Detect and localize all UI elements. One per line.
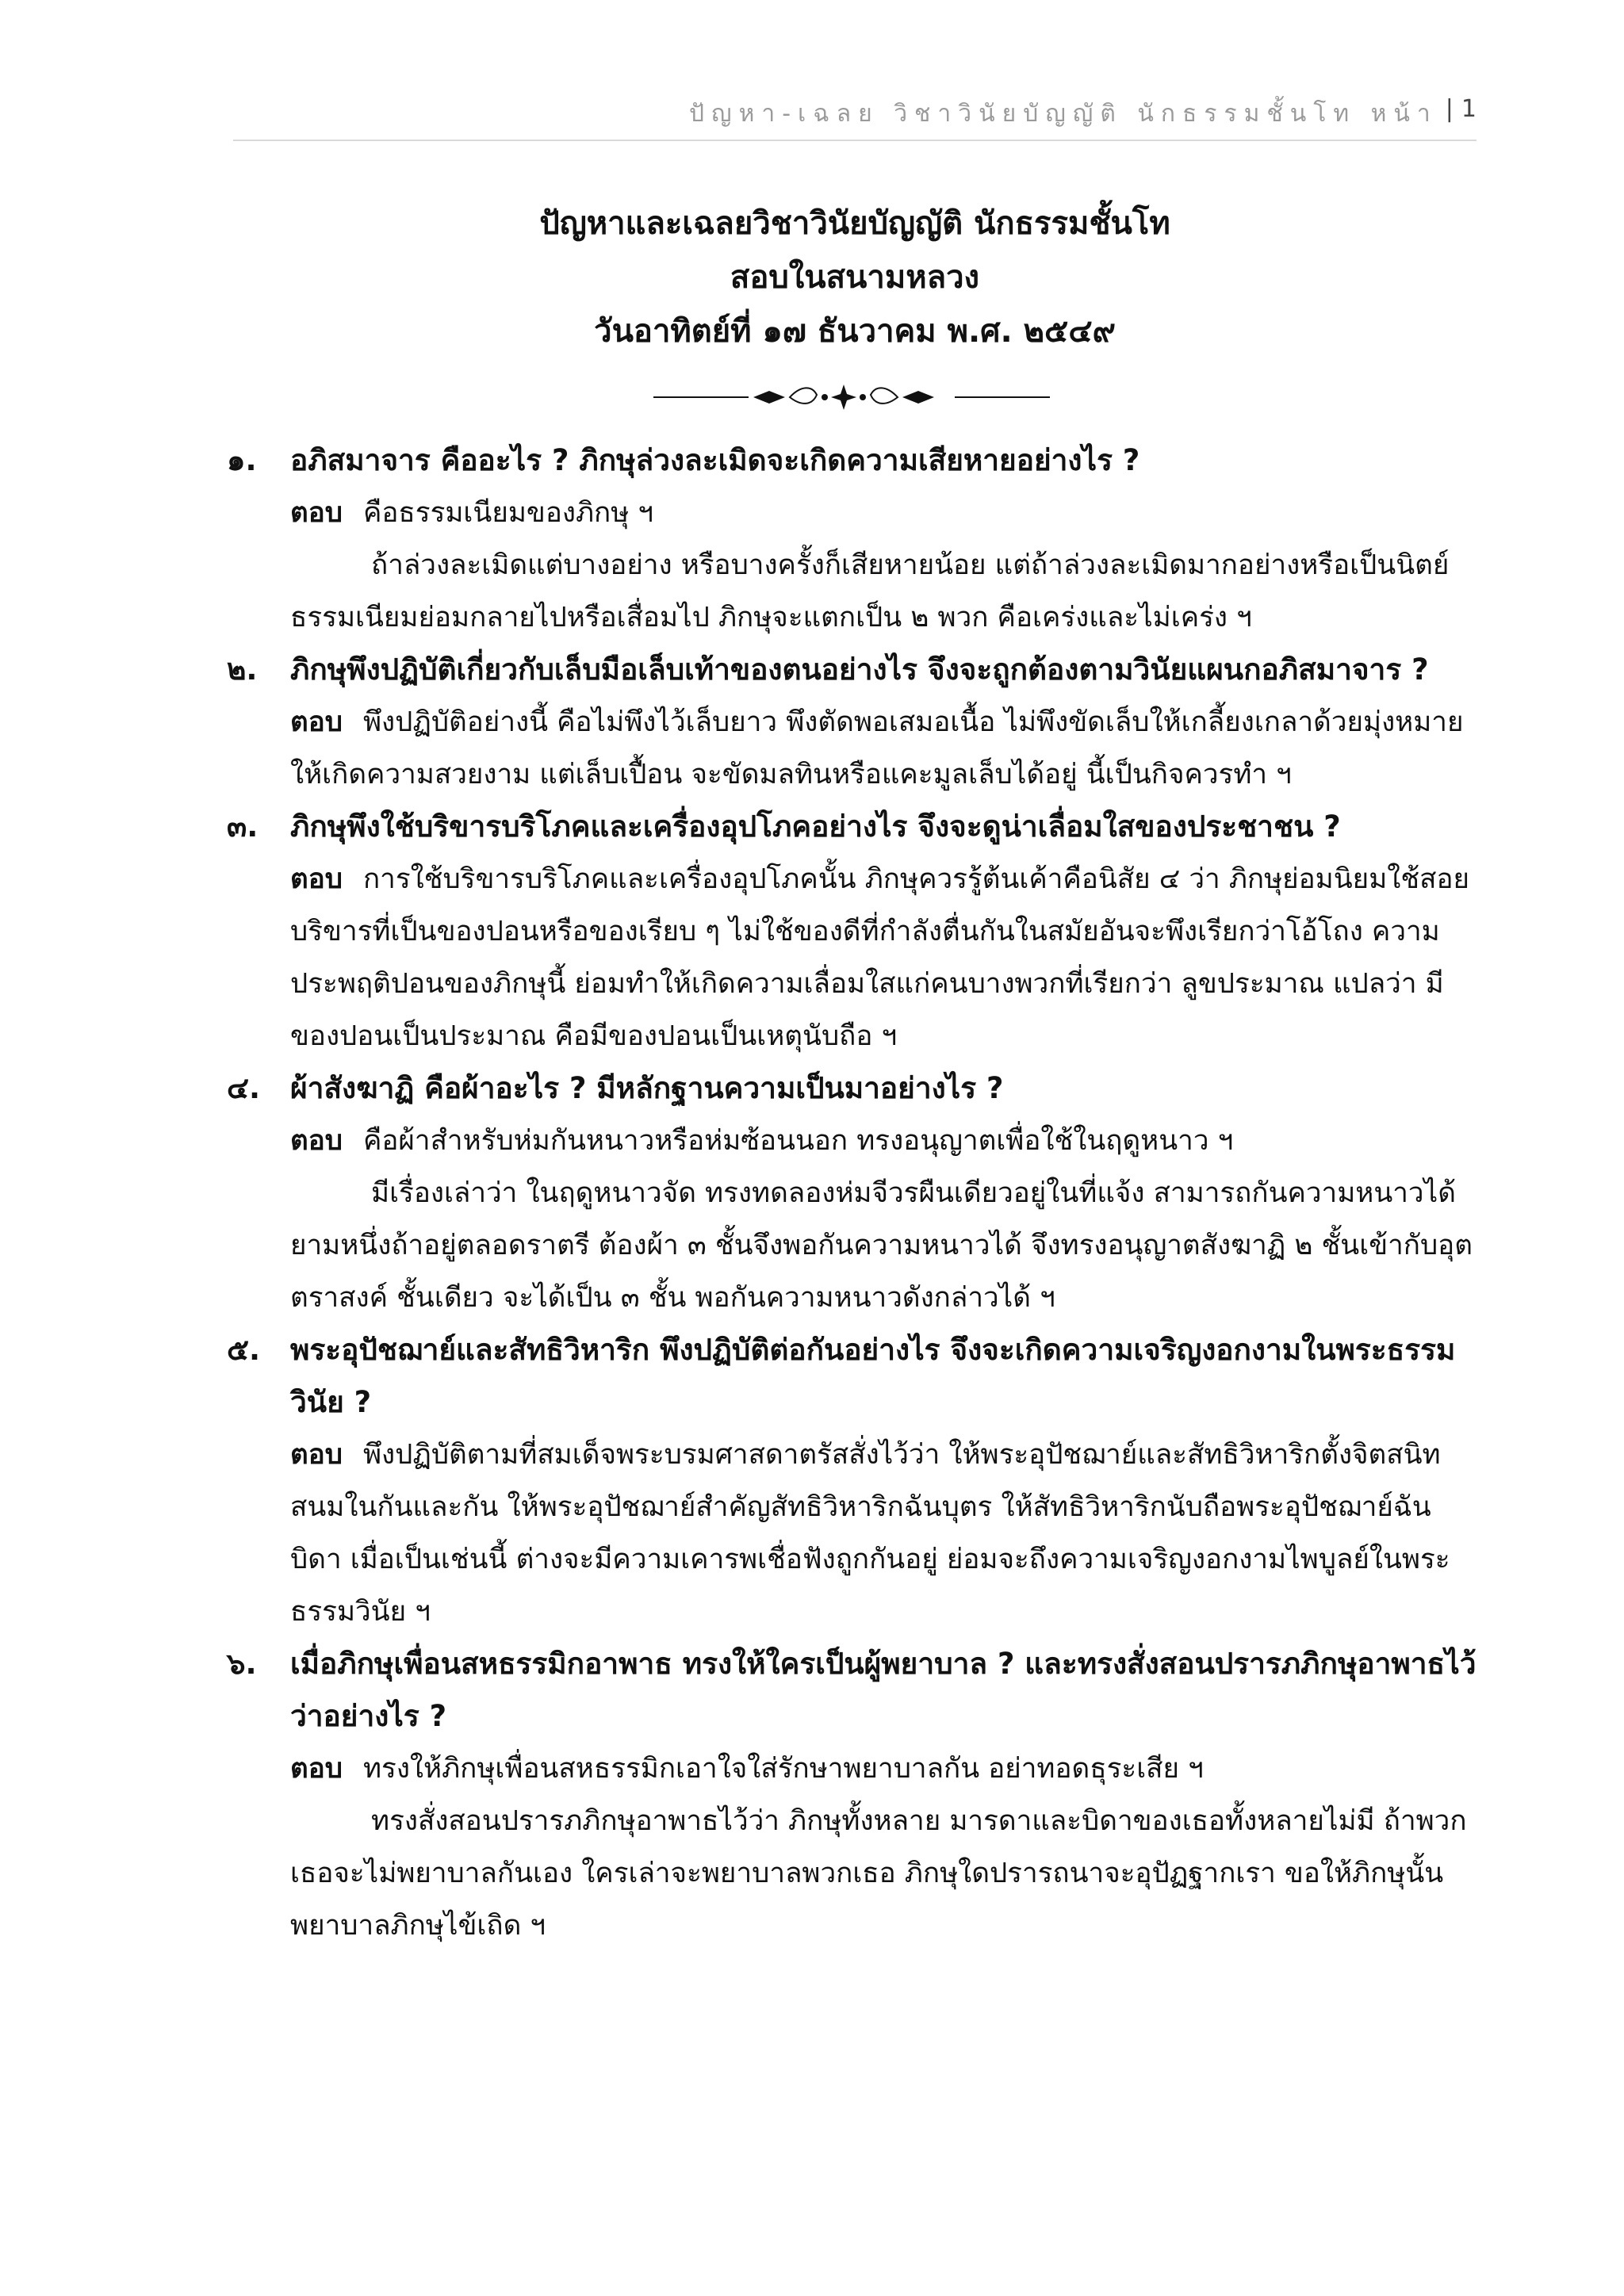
answer-continuation: ทรงสั่งสอนปรารภภิกษุอาพาธไว้ว่า ภิกษุทั้งหลาย มารดาและบิดาของเธอทั้งหลายไม่มี ถ้าพวกเธอจะไม่พยาบาลกันเอง ใครเล่าจะพยาบาลพวกเธอ ภิกษุใดปรารถนาจะอุปัฏฐากเรา ขอให้ภิกษุนั้นพยาบาลภิกษุไข้เถิด ฯ: [290, 1805, 1467, 1942]
qa-content: [227, 434, 1477, 1952]
answer-label: ตอบ: [290, 1439, 343, 1471]
answer-label: ตอบ: [290, 1125, 343, 1157]
question-number: ๕.: [227, 1333, 261, 1367]
question-text: พระอุปัชฌาย์และสัทธิวิหาริก พึงปฏิบัติต่อกันอย่างไร จึงจะเกิดความเจริญงอกงามในพระธรรมวินัย ?: [290, 1333, 1456, 1419]
question-number: ๖.: [227, 1647, 257, 1681]
question: [227, 1062, 1477, 1115]
answer-label: ตอบ: [290, 1753, 343, 1785]
answer-label: ตอบ: [290, 863, 343, 895]
answer-label: ตอบ: [290, 706, 343, 738]
answer: [290, 1115, 1477, 1167]
question-number: ๑.: [227, 443, 257, 477]
answer: [290, 853, 1477, 1062]
qa-item-4: [227, 1062, 1477, 1324]
page-header: [233, 95, 1477, 141]
title-line-3: วันอาทิตย์ที่ ๑๗ ธันวาคม พ.ศ. ๒๕๔๙: [594, 313, 1116, 350]
question-text: เมื่อภิกษุเพื่อนสหธรรมิกอาพาธ ทรงให้ใครเป็นผู้พยาบาล ? และทรงสั่งสอนปรารภภิกษุอาพาธไว้ว่าอย่างไร ?: [290, 1647, 1477, 1733]
question: [227, 801, 1477, 853]
answer-continuation: มีเรื่องเล่าว่า ในฤดูหนาวจัด ทรงทดลองห่มจีวรผืนเดียวอยู่ในที่แจ้ง สามารถกันความหนาวได้ยามหนึ่งถ้าอยู่ตลอดราตรี ต้องผ้า ๓ ชั้นจึงพอกันความหนาวได้ จึงทรงอนุญาตสังฆาฏิ ๒ ชั้นเข้ากับอุตตราสงค์ ชั้นเดียว จะได้เป็น ๓ ชั้น พอกันความหนาวดังกล่าวได้ ฯ: [290, 1177, 1473, 1314]
question-text: ผ้าสังฆาฏิ คือผ้าอะไร ? มีหลักฐานความเป็นมาอย่างไร ?: [290, 1071, 1004, 1105]
question: [227, 1638, 1477, 1743]
answer: [290, 1743, 1477, 1795]
question-number: ๒.: [227, 652, 258, 687]
header-separator: |: [1445, 95, 1454, 123]
ornament-divider: [653, 377, 1050, 417]
question-text: ภิกษุพึงปฏิบัติเกี่ยวกับเล็บมือเล็บเท้าของตนอย่างไร จึงจะถูกต้องตามวินัยแผนกอภิสมาจาร ?: [290, 652, 1429, 687]
page-number: 1: [1461, 95, 1477, 123]
qa-item-5: [227, 1324, 1477, 1638]
answer-text: คือธรรมเนียมของภิกษุ ฯ: [362, 497, 654, 529]
question-number: ๓.: [227, 809, 259, 844]
question: [227, 644, 1477, 696]
answer-text: ทรงให้ภิกษุเพื่อนสหธรรมิกเอาใจใส่รักษาพยาบาลกัน อย่าทอดธุระเสีย ฯ: [362, 1753, 1204, 1785]
qa-item-3: [227, 801, 1477, 1062]
question-text: ภิกษุพึงใช้บริขารบริโภคและเครื่องอุปโภคอย่างไร จึงจะดูน่าเลื่อมใสของประชาชน ?: [290, 809, 1341, 844]
title-line-1: ปัญหาและเฉลยวิชาวินัยบัญญัติ นักธรรมชั้นโท: [539, 205, 1170, 242]
question: [227, 434, 1477, 487]
question-number: ๔.: [227, 1071, 261, 1105]
answer-continuation: ถ้าล่วงละเมิดแต่บางอย่าง หรือบางครั้งก็เสียหายน้อย แต่ถ้าล่วงละเมิดมากอย่างหรือเป็นนิตย์ ธรรมเนียมย่อมกลายไปหรือเสื่อมไป ภิกษุจะแตกเป็น ๒ พวก คือเคร่งและไม่เคร่ง ฯ: [290, 549, 1450, 633]
answer: [290, 1429, 1477, 1638]
answer: [290, 487, 1477, 539]
qa-item-2: [227, 644, 1477, 801]
answer-text: การใช้บริขารบริโภคและเครื่องอุปโภคนั้น ภิกษุควรรู้ต้นเค้าคือนิสัย ๔ ว่า ภิกษุย่อมนิยมใช้สอยบริขารที่เป็นของปอนหรือของเรียบ ๆ ไม่ใช้ของดีที่กำลังตื่นกันในสมัยอันจะพึงเรียกว่าโอ้โถง ความประพฤติปอนของภิกษุนี้ ย่อมทำให้เกิดความเลื่อมใสแก่คนบางพวกที่เรียกว่า ลูขประมาณ แปลว่า มีของปอนเป็นประมาณ คือมีของปอนเป็นเหตุนับถือ ฯ: [290, 863, 1469, 1052]
qa-item-6: [227, 1638, 1477, 1952]
answer-text: พึงปฏิบัติตามที่สมเด็จพระบรมศาสดาตรัสสั่งไว้ว่า ให้พระอุปัชฌาย์และสัทธิวิหาริกตั้งจิตสนิทสนมในกันและกัน ให้พระอุปัชฌาย์สำคัญสัทธิวิหาริกฉันบุตร ให้สัทธิวิหาริกนับถือพระอุปัชฌาย์ฉันบิดา เมื่อเป็นเช่นนี้ ต่างจะมีความเคารพเชื่อฟังถูกกันอยู่ ย่อมจะถึงความเจริญงอกงามไพบูลย์ในพระธรรมวินัย ฯ: [290, 1439, 1450, 1628]
answer-text: คือผ้าสำหรับห่มกันหนาวหรือห่มซ้อนนอก ทรงอนุญาตเพื่อใช้ในฤดูหนาว ฯ: [362, 1125, 1234, 1157]
title-line-2: สอบในสนามหลวง: [730, 259, 980, 296]
question-text: อภิสมาจาร คืออะไร ? ภิกษุล่วงละเมิดจะเกิดความเสียหายอย่างไร ?: [290, 443, 1140, 477]
answer-label: ตอบ: [290, 497, 343, 529]
qa-item-1: [227, 434, 1477, 644]
document-title: [233, 197, 1477, 358]
answer: [290, 696, 1477, 801]
question: [227, 1324, 1477, 1429]
answer-text: พึงปฏิบัติอย่างนี้ คือไม่พึงไว้เล็บยาว พึงตัดพอเสมอเนื้อ ไม่พึงขัดเล็บให้เกลี้ยงเกลาด้วยมุ่งหมายให้เกิดความสวยงาม แต่เล็บเปื้อน จะขัดมลทินหรือแคะมูลเล็บได้อยู่ นี้เป็นกิจควรทำ ฯ: [290, 706, 1464, 790]
running-title: ปัญหา-เฉลย วิชาวินัยบัญญัติ นักธรรมชั้นโท หน้า: [688, 100, 1438, 128]
